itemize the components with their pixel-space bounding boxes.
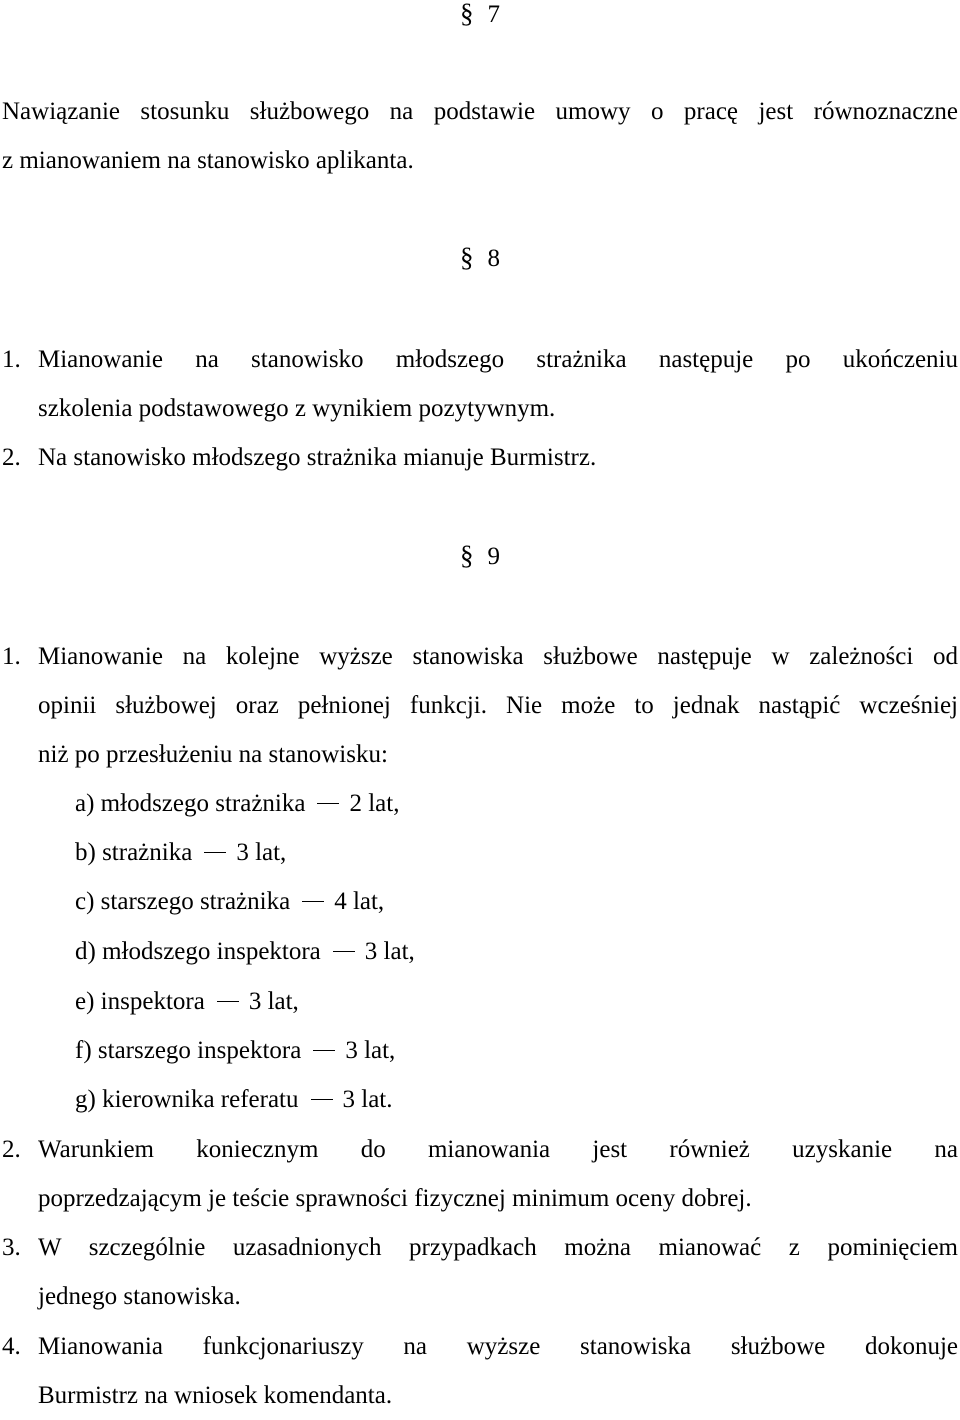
item-line: Burmistrz na wniosek komendanta. <box>38 1382 393 1409</box>
section-mark: § <box>460 540 474 570</box>
sublist-letter: c) <box>75 888 95 915</box>
s8-item-2 <box>2 433 958 482</box>
sublist-letter: b) <box>75 839 96 866</box>
sublist-letter: f) <box>75 1037 92 1064</box>
sublist-item-a <box>75 779 399 828</box>
sublist-letter: e) <box>75 988 95 1015</box>
s9-item-1 <box>2 632 958 779</box>
sublist-years: 2 lat, <box>349 790 400 817</box>
sublist-position: kierownika referatu <box>102 1086 299 1113</box>
item-line: opinii służbowej oraz pełnionej funkcji. Nie może to jednak nastąpić wcześniej <box>38 692 958 719</box>
item-number: 3. <box>2 1234 21 1261</box>
sublist-years: 3 lat, <box>236 839 287 866</box>
section-number: 7 <box>487 1 500 28</box>
item-number: 1. <box>2 346 21 373</box>
dash-separator <box>217 1001 239 1002</box>
sublist-years: 3 lat. <box>342 1086 393 1113</box>
paragraph-line: Nawiązanie stosunku służbowego na podstawie umowy o pracę jest równoznaczne <box>2 98 958 125</box>
dash-separator <box>333 951 355 952</box>
sublist-letter: g) <box>75 1086 96 1113</box>
dash-separator <box>317 803 339 804</box>
sublist-position: młodszego inspektora <box>102 938 321 965</box>
item-number: 2. <box>2 444 21 471</box>
sublist-letter: d) <box>75 938 96 965</box>
item-number: 2. <box>2 1136 21 1163</box>
sublist-years: 3 lat, <box>345 1037 396 1064</box>
dash-separator <box>311 1099 333 1100</box>
item-line: Mianowanie na kolejne wyższe stanowiska służbowe następuje w zależności od <box>38 643 958 670</box>
item-line: jednego stanowiska. <box>38 1283 241 1310</box>
item-line: Na stanowisko młodszego strażnika mianuje Burmistrz. <box>38 444 597 471</box>
sublist-item-b <box>75 828 286 877</box>
section-heading-7 <box>0 0 960 39</box>
dash-separator <box>302 901 324 902</box>
paragraph-7 <box>2 87 958 185</box>
sublist-years: 4 lat, <box>334 888 385 915</box>
dash-separator <box>204 852 226 853</box>
sublist-item-g <box>75 1075 393 1124</box>
item-line: Mianowania funkcjonariuszy na wyższe stanowiska służbowe dokonuje <box>38 1333 958 1360</box>
sublist-item-c <box>75 877 384 926</box>
item-line: poprzedzającym je teście sprawności fizycznej minimum oceny dobrej. <box>38 1185 752 1212</box>
section-heading-8 <box>0 233 960 283</box>
s9-item-4 <box>2 1322 958 1420</box>
sublist-item-e <box>75 977 299 1026</box>
sublist-years: 3 lat, <box>364 938 415 965</box>
item-line: Warunkiem koniecznym do mianowania jest również uzyskanie na <box>38 1136 958 1163</box>
dash-separator <box>313 1050 335 1051</box>
item-number: 1. <box>2 643 21 670</box>
sublist-position: starszego strażnika <box>100 888 291 915</box>
sublist-item-f <box>75 1026 395 1075</box>
sublist-item-d <box>75 927 415 976</box>
item-line: W szczególnie uzasadnionych przypadkach można mianować z pominięciem <box>38 1234 958 1261</box>
item-line: szkolenia podstawowego z wynikiem pozytywnym. <box>38 395 556 422</box>
paragraph-line: z mianowaniem na stanowisko aplikanta. <box>2 147 414 174</box>
section-number: 9 <box>487 543 500 570</box>
sublist-letter: a) <box>75 790 95 817</box>
sublist-position: strażnika <box>102 839 193 866</box>
s9-item-3 <box>2 1223 958 1321</box>
section-heading-9 <box>0 531 960 581</box>
sublist-position: młodszego strażnika <box>100 790 306 817</box>
section-mark: § <box>460 0 474 28</box>
item-line: niż po przesłużeniu na stanowisku: <box>38 741 388 768</box>
item-number: 4. <box>2 1333 21 1360</box>
sublist-years: 3 lat, <box>248 988 299 1015</box>
s8-item-1 <box>2 335 958 433</box>
sublist-position: inspektora <box>100 988 205 1015</box>
item-line: Mianowanie na stanowisko młodszego strażnika następuje po ukończeniu <box>38 346 958 373</box>
s9-item-2 <box>2 1125 958 1223</box>
section-number: 8 <box>487 245 500 272</box>
sublist-position: starszego inspektora <box>97 1037 302 1064</box>
section-mark: § <box>460 242 474 272</box>
